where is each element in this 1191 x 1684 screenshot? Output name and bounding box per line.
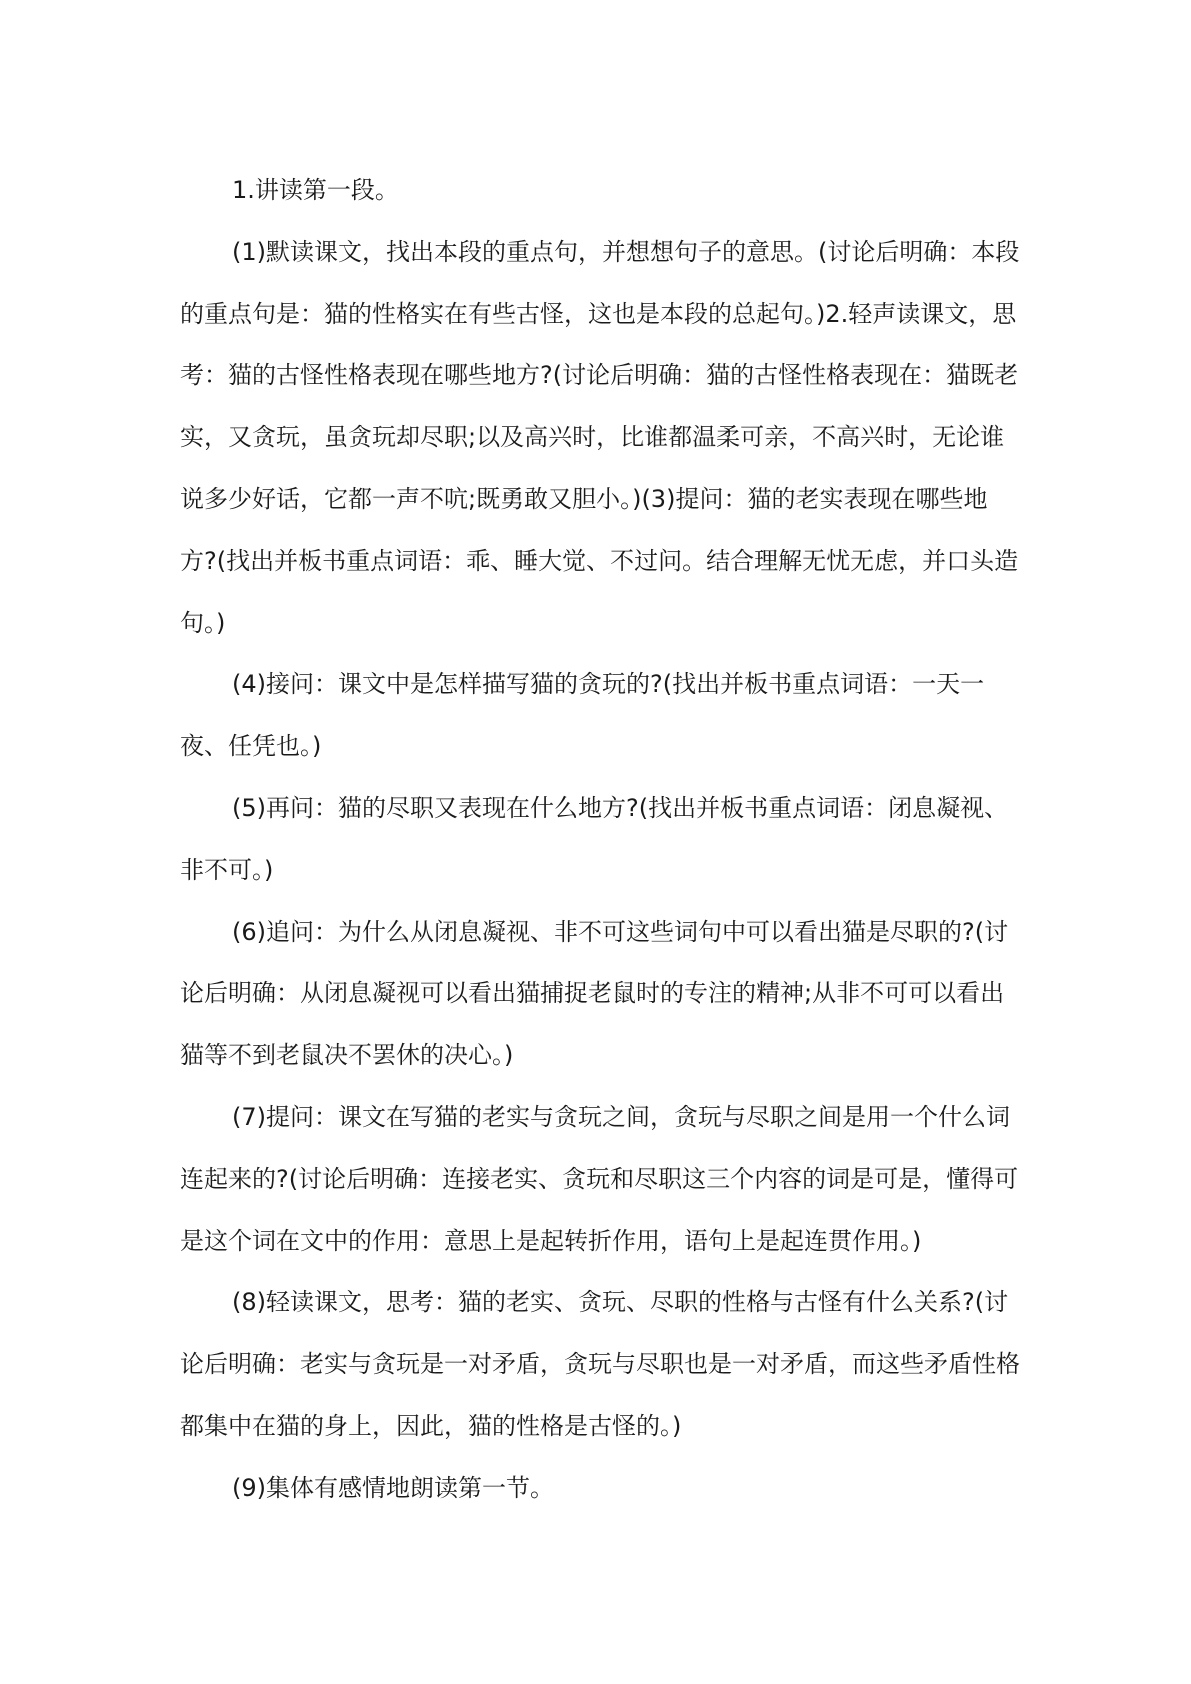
paragraph-7: (8)轻读课文，思考：猫的老实、贪玩、尽职的性格与古怪有什么关系?(讨论后明确：老实与贪玩是一对矛盾，贪玩与尽职也是一对矛盾，而这些矛盾性格都集中在猫的身上，因此，猫的性格是古怪的。) — [180, 1288, 1020, 1440]
paragraph-2: (1)默读课文，找出本段的重点句，并想想句子的意思。(讨论后明确：本段的重点句是：猫的性格实在有些古怪，这也是本段的总起句。)2.轻声读课文，思考：猫的古怪性格表现在哪些地方?(讨论后明确：猫的古怪性格表现在：猫既老实，又贪玩，虽贪玩却尽职;以及高兴时，比谁都温柔可亲，不高兴时，无论谁说多少好话，它都一声不吭;既勇敢又胆小。)(3)提问：猫的老实表现在哪些地方?(找出并板书重点词语：乖、睡大觉、不过问。结合理解无忧无虑，并口头造句。) — [180, 237, 1020, 637]
paragraph-6: (7)提问：课文在写猫的老实与贪玩之间，贪玩与尽职之间是用一个什么词连起来的?(讨论后明确：连接老实、贪玩和尽职这三个内容的词是可是，懂得可是这个词在文中的作用：意思上是起转折作用，语句上是起连贯作用。) — [180, 1102, 1019, 1255]
paragraph-1: 1.讲读第一段。 — [232, 176, 399, 204]
document-body — [180, 160, 1020, 1520]
paragraph-8: (9)集体有感情地朗读第一节。 — [232, 1473, 554, 1502]
paragraph-4: (5)再问：猫的尽职又表现在什么地方?(找出并板书重点词语：闭息凝视、非不可。) — [180, 793, 1009, 884]
paragraph-5: (6)追问：为什么从闭息凝视、非不可这些词句中可以看出猫是尽职的?(讨论后明确：从闭息凝视可以看出猫捕捉老鼠时的专注的精神;从非不可可以看出猫等不到老鼠决不罢休的决心。) — [180, 917, 1009, 1070]
paragraph-3: (4)接问：课文中是怎样描写猫的贪玩的?(找出并板书重点词语：一天一夜、任凭也。) — [180, 670, 985, 761]
